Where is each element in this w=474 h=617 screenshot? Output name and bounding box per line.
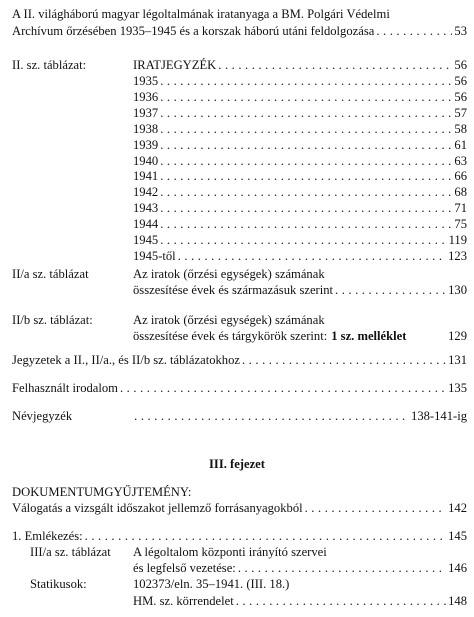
toc-entry-year: 1935 . . . 56 [133,73,467,89]
page-number: 145 [448,529,467,543]
page-number: 58 [454,121,467,136]
page-number: 71 [454,201,467,216]
page-number: 63 [454,153,467,168]
page-number: 142 [448,501,467,515]
page-number: 123 [448,248,467,263]
toc-entry-year: 1944 . . . 75 [133,216,467,232]
statics-line2: HM. sz. körrendelet . . . 148 [133,593,467,609]
toc-entry-notes: Jegyzetek a II., II/a., és II/b sz. táblázatokhoz . . . 131 [12,352,467,368]
toc-intro-line1: A II. világháború magyar légoltalmának iratanyaga a BM. Polgári Védelmi [12,7,390,21]
page-number: 146 [448,561,467,575]
page-number: 68 [454,185,467,200]
toc-entry-year: 1945 . . . 119 [133,232,467,248]
table3a-line1: A légoltalom központi irányító szervei [133,545,327,559]
statics-label: Statikusok: [30,577,87,591]
table2b-line2: összesítése évek és tárgykörök szerint: 1 sz. melléklet 129 [133,329,467,343]
statics-line1: 102373/eln. 35–1941. (III. 18.) [133,577,290,591]
toc-entry-year: 1937 . . . 57 [133,105,467,121]
table2b-line1: Az iratok (őrzési egységek) számának [133,313,325,327]
page-number: 56 [454,89,467,104]
toc-entry-year: 1941 . . . 66 [133,168,467,184]
toc-entry-year: 1936 . . . 56 [133,89,467,105]
page-number: 56 [454,58,467,72]
toc-entry-literature: Felhasznált irodalom . . . 135 [12,380,467,396]
page-number: 56 [454,74,467,88]
toc-entry-year: 1939 . . . 61 [133,137,467,153]
table3a-line2: és legfelső vezetése: . . . 146 [133,560,467,576]
page-number: 119 [448,233,467,247]
table2-label: II. sz. táblázat: [12,58,87,72]
toc-entry-year: 1945-től . . . 123 [133,248,467,264]
page-number: 75 [454,217,467,232]
page-number: 148 [448,594,467,608]
table2a-label: II/a sz. táblázat [12,267,89,281]
appendix-ref: 1 sz. melléklet [331,329,407,343]
toc-entry-year: 1943 . . . 71 [133,200,467,216]
toc-entry-index: Névjegyzék . . . 138-141-ig [12,408,467,424]
table2b-label: II/b sz. táblázat: [12,313,93,327]
page-number: 138-141-ig [411,409,467,423]
page-number: 131 [448,353,467,367]
collection-title: DOKUMENTUMGYŰJTEMÉNY: [12,485,192,499]
toc-entry-year: 1938 . . . 58 [133,121,467,137]
page-number: 66 [454,169,467,184]
toc-entry-year: 1940 . . . 63 [133,153,467,169]
page-number: 57 [454,105,467,120]
page-number: 130 [448,283,467,297]
toc-entry-memoirs: 1. Emlékezés: . . . 145 [12,528,467,544]
table3a-label: III/a sz. táblázat [30,545,111,559]
page-number: 135 [448,381,467,395]
toc-entry-year: 1942 . . . 68 [133,184,467,200]
table2a-line2: összesítése évek és származásuk szerint . . . 130 [133,282,467,298]
toc-entry-collection: Válogatás a vizsgált időszakot jellemző forrásanyagokból . . . 142 [12,500,467,516]
toc-entry-iratjegyzek: IRATJEGYZÉK . . . 56 [133,57,467,73]
chapter-heading: III. fejezet [209,457,265,471]
toc-intro-line2: Archívum őrzésében 1935–1945 és a korszak háború utáni feldolgozása . . . 53 [12,23,467,39]
table2a-line1: Az iratok (őrzési egységek) számának [133,267,325,281]
page-number: 61 [454,137,467,152]
page-number: 53 [454,24,467,38]
page-number: 129 [448,329,467,343]
